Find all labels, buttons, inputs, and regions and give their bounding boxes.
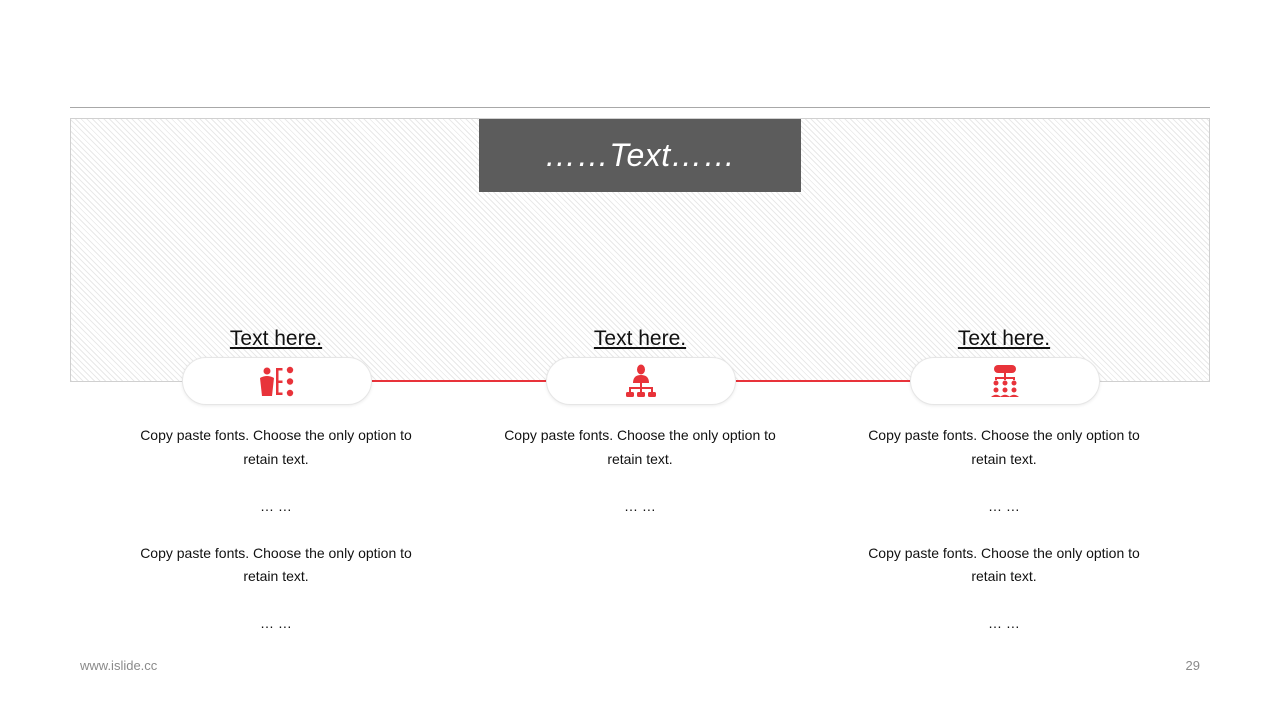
column-3-paragraph: Copy paste fonts. Choose the only option to retain text. [868,427,1140,467]
column-3-ellipsis: … … [988,497,1020,514]
column-3-ellipsis: … … [988,615,1020,631]
page-number: 29 [1185,658,1200,673]
footer-url: www.islide.cc [80,658,158,673]
column-2-paragraph: Copy paste fonts. Choose the only option to retain text. [504,427,776,467]
column-1-title: Text here. [229,327,323,350]
column-2-icon-pill [546,357,736,405]
column-1-ellipsis: … … [260,497,292,514]
column-2-title: Text here. [593,327,687,350]
column-3-icon-pill [910,357,1100,405]
column-1-paragraph: Copy paste fonts. Choose the only option to retain text. [140,427,412,467]
column-2-text [500,424,780,518]
team-hierarchy-icon [989,364,1021,398]
column-1-ellipsis: … … [260,615,292,631]
column-1-paragraph: Copy paste fonts. Choose the only option to retain text. [140,544,412,584]
connector-line-2 [734,380,912,382]
title-banner [479,119,801,192]
column-1-icon-pill [182,357,372,405]
banner-text: ……Text…… [544,137,736,173]
top-divider-line [70,107,1210,108]
people-list-icon [259,365,295,397]
org-chart-person-icon [624,364,658,398]
column-3-title: Text here. [957,327,1051,350]
connector-line-1 [370,380,548,382]
column-3-paragraph: Copy paste fonts. Choose the only option to retain text. [868,544,1140,584]
column-2-ellipsis: … … [624,497,656,514]
column-1-text [136,424,416,636]
column-3-text [864,424,1144,636]
